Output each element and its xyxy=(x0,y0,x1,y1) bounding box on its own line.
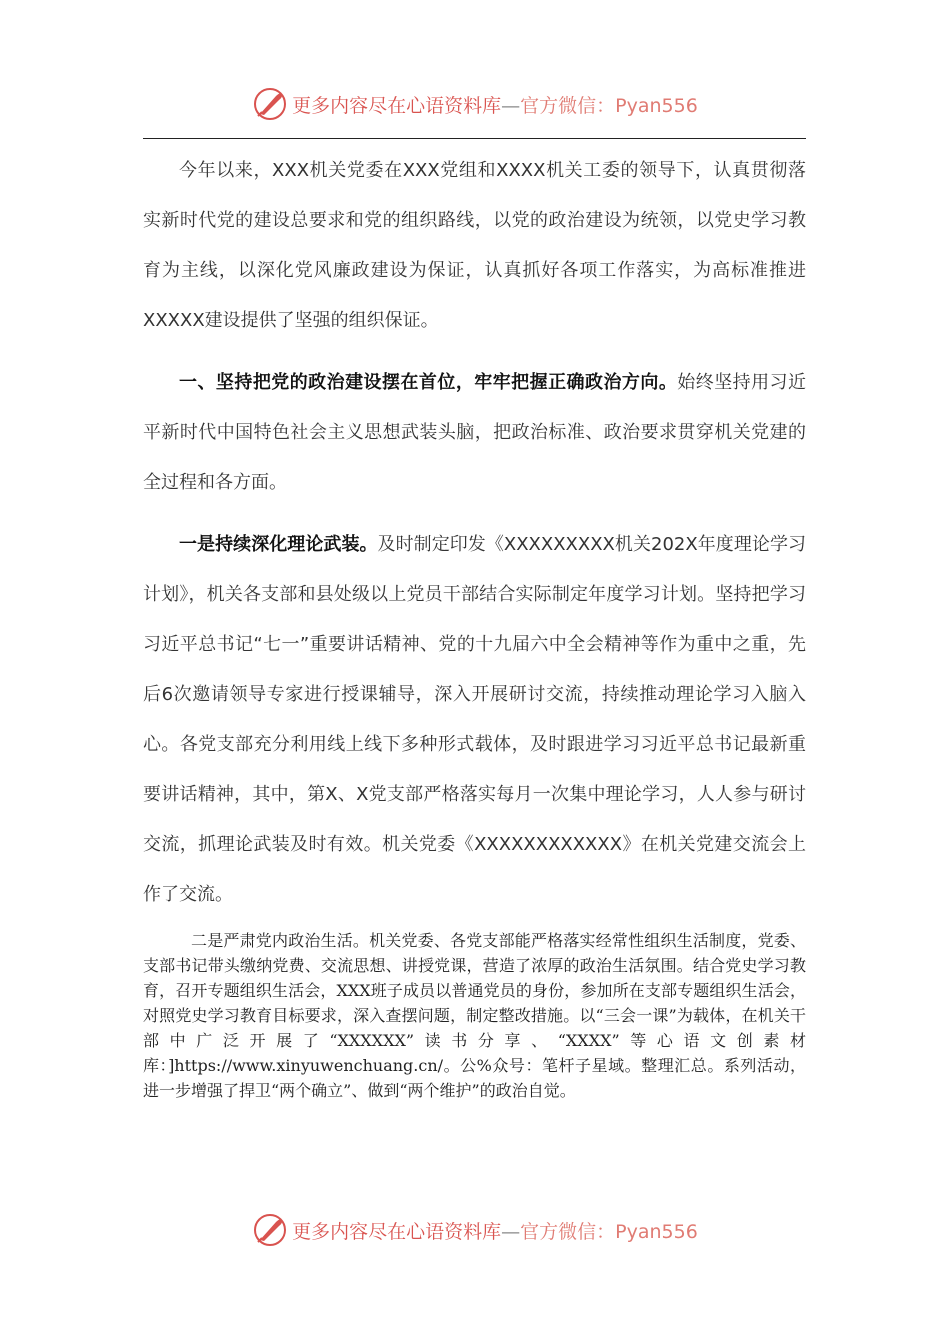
banner-separator: — xyxy=(501,94,521,117)
wechat-label: 官方微信：Pyan556 xyxy=(520,1220,698,1243)
header-banner xyxy=(0,84,950,124)
wechat-label: 官方微信：Pyan556 xyxy=(520,94,698,117)
section-1-heading: 一、坚持把党的政治建设摆在首位，牢牢把握正确政治方向。 xyxy=(179,372,678,393)
header-banner-text xyxy=(292,91,698,118)
intro-paragraph: 今年以来，XXX机关党委在XXX党组和XXXX机关工委的领导下，认真贯彻落实新时代党的建设总要求和党的组织路线，以党的政治建设为统领，以党史学习教育为主线，以深化党风廉政建设为保证，认真抓好各项工作落实，为高标准推进XXXXX建设提供了坚强的组织保证。 xyxy=(143,160,806,331)
banner-separator: — xyxy=(501,1220,521,1243)
quill-logo-icon xyxy=(252,1212,288,1248)
section-1-paragraph xyxy=(143,358,806,508)
header-divider xyxy=(143,138,806,139)
site-name: 更多内容尽在心语资料库 xyxy=(292,94,502,117)
footer-banner xyxy=(0,1210,950,1250)
footer-banner-text xyxy=(292,1217,698,1244)
document-body xyxy=(143,146,806,920)
site-name: 更多内容尽在心语资料库 xyxy=(292,1220,502,1243)
item-1-heading: 一是持续深化理论武装。 xyxy=(179,534,378,555)
section-1-text: 始终坚持用习近平新时代中国特色社会主义思想武装头脑，把政治标准、政治要求贯穿机关党建的全过程和各方面。 xyxy=(143,372,807,493)
item-1-text: 及时制定印发《XXXXXXXXX机关202X年度理论学习计划》，机关各支部和县处级以上党员干部结合实际制定年度学习计划。坚持把学习习近平总书记“七一”重要讲话精神、党的十九届六中全会精神等作为重中之重，先后6次邀请领导专家进行授课辅导，深入开展研讨交流，持续推动理论学习入脑入心。各党支部充分利用线上线下多种形式载体，及时跟进学习习近平总书记最新重要讲话精神，其中，第X、X党支部严格落实每月一次集中理论学习，人人参与研讨交流，抓理论武装及时有效。机关党委《XXXXXXXXXXXX》在机关党建交流会上作了交流。 xyxy=(143,534,806,905)
item-2-paragraph: 二是严肃党内政治生活。机关党委、各党支部能严格落实经常性组织生活制度，党委、支部书记带头缴纳党费、交流思想、讲授党课，营造了浓厚的政治生活氛围。结合党史学习教育，召开专题组织生活会，XXX班子成员以普通党员的身份，参加所在支部专题组织生活会，对照党史学习教育目标要求，深入查摆问题，制定整改措施。以“三会一课”为载体，在机关干部中广泛开展了“XXXXXX”读书分享、“XXXX”等心语文创素材库：]https://www.xinyuwenchuang.cn/。公%众号：笔杆子星域。整理汇总。系列活动，进一步增强了捍卫“两个确立”、做到“两个维护”的政治自觉。 xyxy=(143,931,806,1100)
item-1-paragraph xyxy=(143,520,806,920)
quill-logo-icon xyxy=(252,86,288,122)
